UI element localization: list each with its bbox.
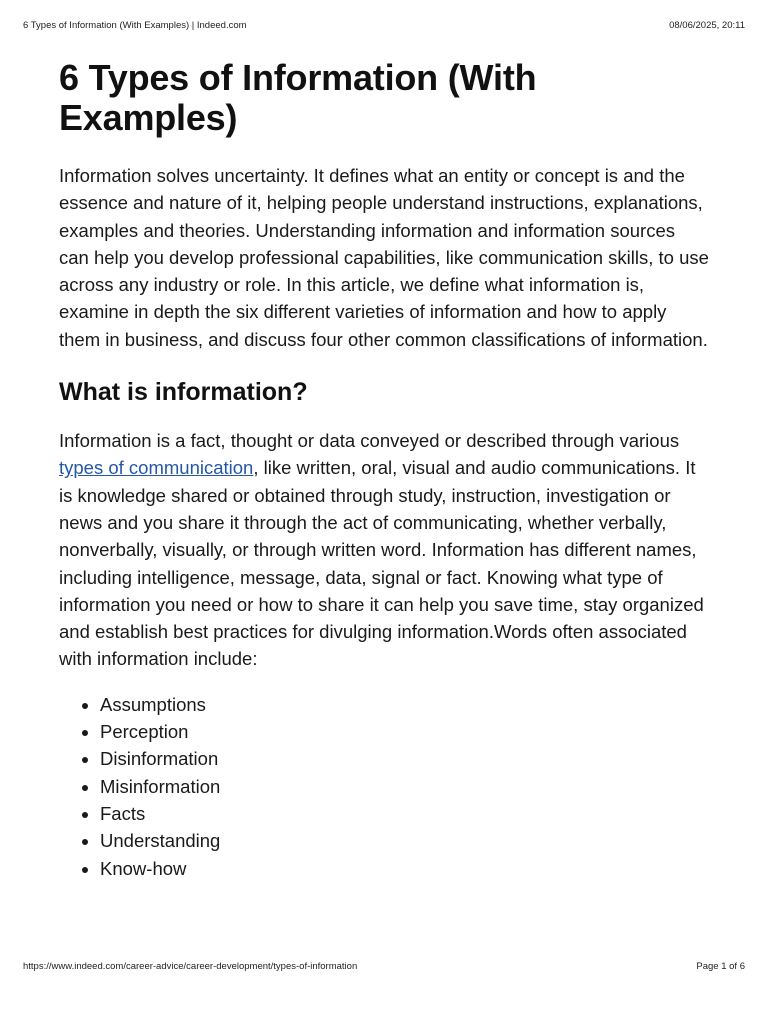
print-footer-url: https://www.indeed.com/career-advice/career-development/types-of-information xyxy=(23,961,358,972)
list-item: • Facts xyxy=(100,800,709,827)
list-item: • Understanding xyxy=(100,827,709,854)
list-item: • Know-how xyxy=(100,855,709,882)
list-item: • Disinformation xyxy=(100,745,709,772)
article-title: 6 Types of Information (With Examples) xyxy=(59,57,537,138)
types-of-communication-link[interactable]: types of communication xyxy=(59,457,254,479)
print-footer xyxy=(23,960,745,974)
list-item: • Assumptions xyxy=(100,691,709,718)
article-content xyxy=(59,58,709,882)
print-header xyxy=(23,19,745,33)
print-header-datetime: 08/06/2025, 20:11 xyxy=(669,20,745,31)
print-footer-page-number: Page 1 of 6 xyxy=(696,961,745,972)
list-item: • Perception xyxy=(100,718,709,745)
section-paragraph xyxy=(59,427,709,673)
intro-paragraph: Information solves uncertainty. It defines what an entity or concept is and the essence and nature of it, helping people understand instructions, explanations, examples and theories. Understanding information and information sources can help you develop professional capabilities, like communication skills, to use across any industry or role. In this article, we define what information is, examine in depth the six different varieties of information and how to apply them in business, and discuss four other common classifications of information. xyxy=(59,165,709,350)
section-paragraph-text-end: , like written, oral, visual and audio communications. It is knowledge shared or obtained through study, instruction, investigation or news and you share it through the act of communicating, whether verbally, nonverbally, visually, or through written word. Information has different names, including intelligence, message, data, signal or fact. Knowing what type of information you need or how to share it can help you save time, stay organized and establish best practices for divulging information.Words often associated with information include: xyxy=(59,457,704,670)
word-list xyxy=(59,691,709,882)
list-item: • Misinformation xyxy=(100,773,709,800)
section-paragraph-text-start: Information is a fact, thought or data conveyed or described through various xyxy=(59,430,680,452)
print-header-title: 6 Types of Information (With Examples) | Indeed.com xyxy=(23,20,247,31)
section-heading: What is information? xyxy=(59,378,308,407)
